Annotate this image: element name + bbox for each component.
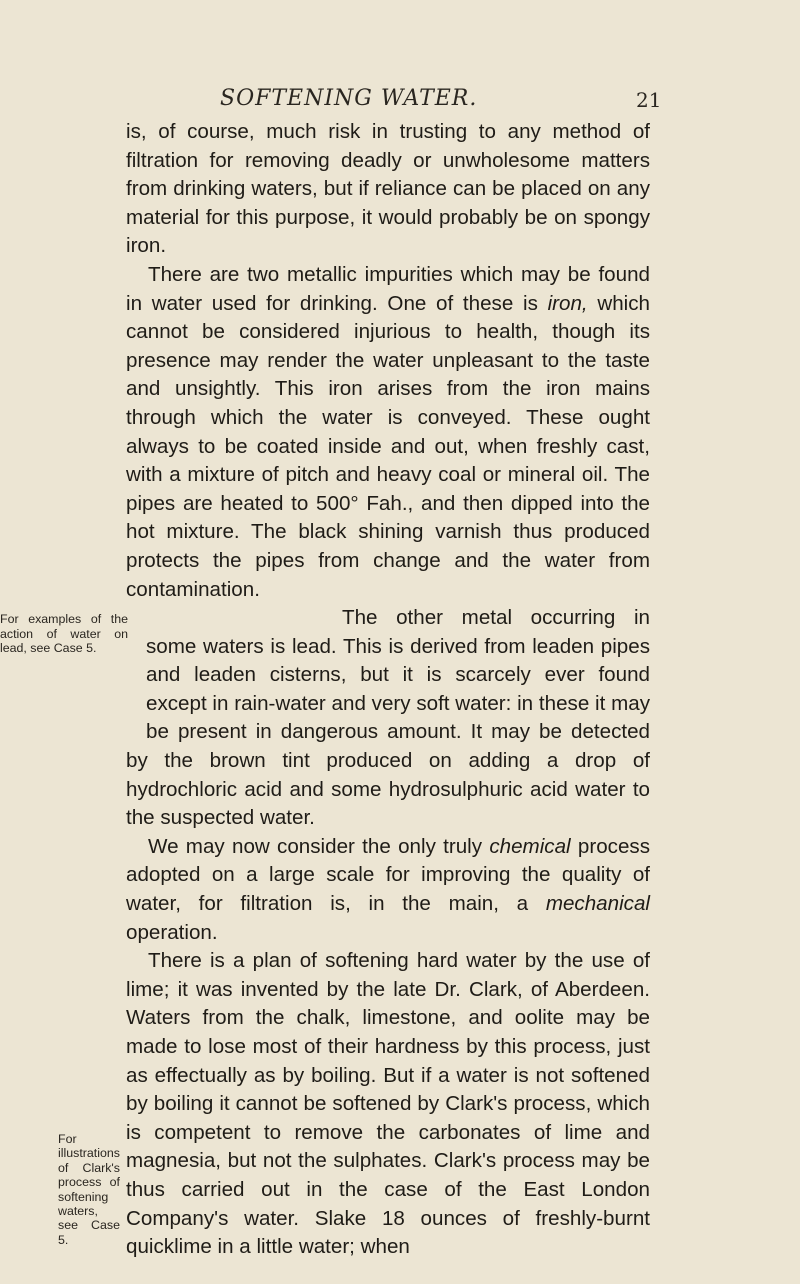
paragraph-5-text: There is a plan of softening hard water by the use of lime; it was invented by the late Dr. Clark, of Aberdeen. Waters from the chalk, limestone, and oolite may be made to lose most of their hardness by this process, just as effectually as by boiling. But if a water is not softened by boiling it cannot be softened by Clark's process, which is competent to remove the carbonates of lime and magnesia, but not the sulphates. Clark's process may be thus carried out in the case of the East London Company's water. Slake 18 ounces of freshly-burnt quicklime in a little water; when bbox=[126, 949, 650, 1259]
paragraph-1-text: is, of course, much risk in trusting to any method of filtration for removing deadly or unwholesome matters from drinking waters, but if reliance can be placed on any material for this purpose, it would probably be on spongy iron. bbox=[126, 120, 650, 258]
page-number: 21 bbox=[636, 88, 662, 112]
side-note-clark: For illustrations of Clark's process of softening waters, see Case 5. bbox=[58, 1132, 120, 1247]
paragraph-4-text-a: We may now consider the only truly bbox=[148, 834, 490, 858]
paragraph-iron bbox=[126, 261, 650, 604]
paragraph-4-text-b: process adopted on a large scale for improving the quality of water, for filtration is, in the main, a bbox=[126, 834, 650, 916]
paragraph-clark bbox=[126, 947, 650, 1262]
paragraph-4-emphasis-mechanical: mechanical bbox=[545, 892, 650, 916]
paragraph-2-text-a: There are two metallic impurities which may be found in water used for drinking. One of these is bbox=[126, 262, 650, 315]
paragraph-lead bbox=[126, 604, 650, 833]
side-note-lead: For examples of the action of water on lead, see Case 5. bbox=[0, 612, 128, 655]
running-title: SOFTENING WATER. bbox=[220, 86, 478, 111]
paragraph-4-emphasis-chemical: chemical bbox=[489, 834, 571, 858]
paragraph-2-text-b: which cannot be considered injurious to health, though its presence may render the water unpleasant to the taste and unsightly. This iron arises from the iron mains through which the water is conveyed. These ought always to be coated inside and out, when freshly cast, with a mixture of pitch and heavy coal or mineral oil. The pipes are heated to 500° Fah., and then dipped into the hot mixture. The black shining varnish thus produced protects the pipes from change and the water from contamination. bbox=[126, 291, 650, 601]
paragraph-continued bbox=[126, 118, 650, 261]
paragraph-chemical bbox=[126, 833, 650, 947]
paragraph-2-emphasis: iron, bbox=[547, 291, 588, 315]
paragraph-4-text-c: operation. bbox=[126, 920, 218, 944]
paragraph-3-text: The other metal occurring in some waters is lead. This is derived from leaden pipes and leaden cisterns, but it is scarcely ever found except in rain-water and very soft water: in these it may be present in dangerous amount. It may be detected by the brown tint produced on adding a drop of hydrochloric acid and some hydrosulphuric acid water to the suspected water. bbox=[126, 606, 650, 830]
